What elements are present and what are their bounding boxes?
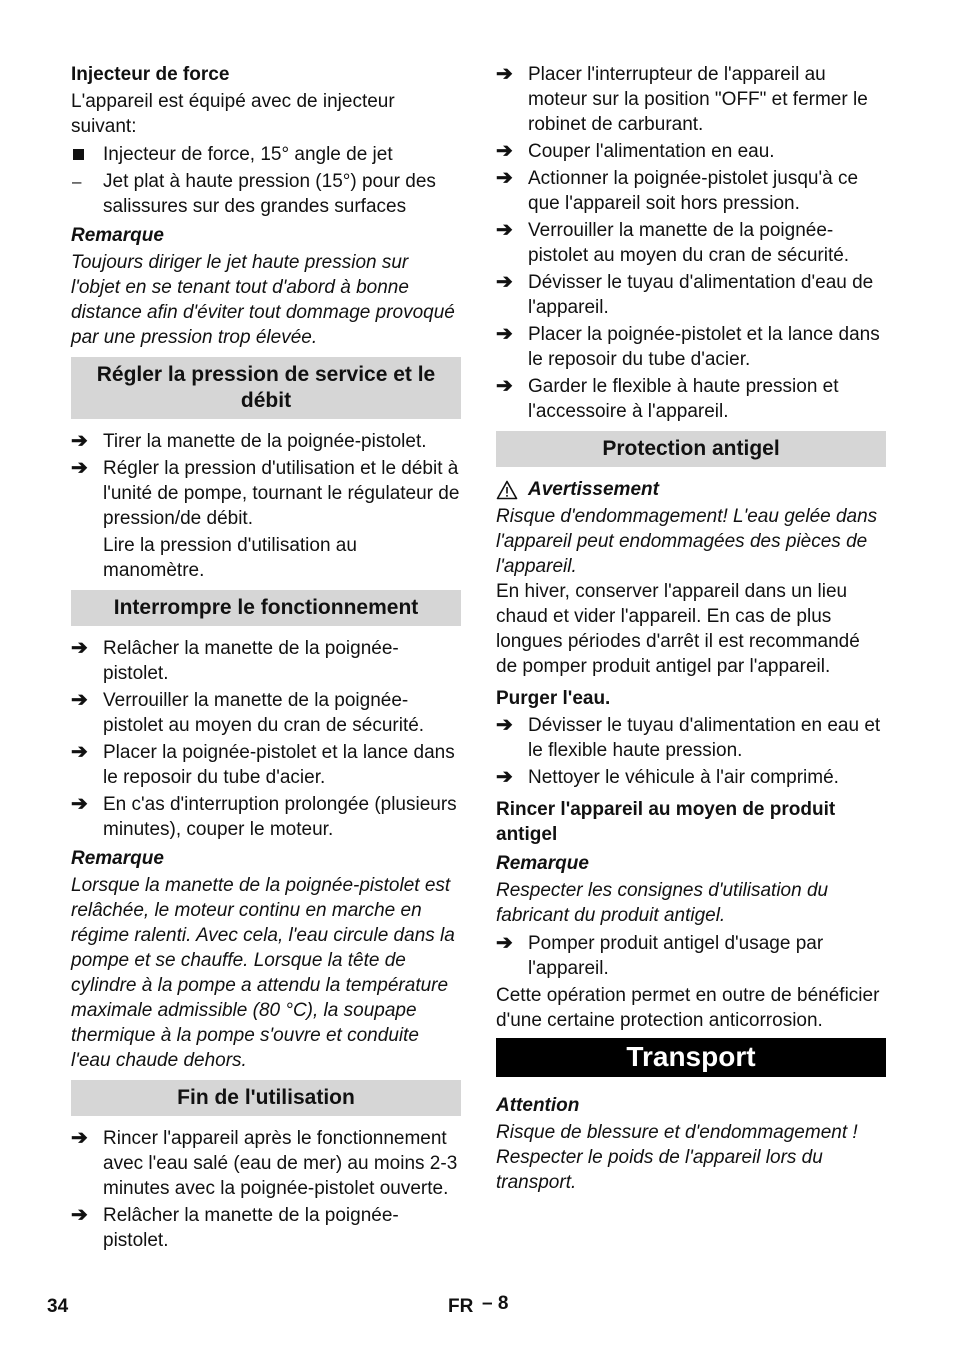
left-column [71, 62, 461, 1255]
injecteur-heading: Injecteur de force [71, 64, 230, 85]
right-column [496, 62, 886, 1198]
list-item-text: Garder le flexible à haute pression et l'accessoire à l'appareil. [528, 376, 839, 422]
arrow-icon: ➔ [71, 1204, 88, 1226]
footer-lang: FR [448, 1296, 474, 1317]
arrow-icon: ➔ [71, 637, 88, 659]
list-item-text: Tirer la manette de la poignée-pistolet. [103, 431, 427, 452]
arrow-icon: ➔ [71, 793, 88, 815]
arrow-icon: ➔ [71, 689, 88, 711]
remark-text: Respecter les consignes d'utilisation du fabricant du produit antigel. [496, 880, 829, 926]
rincer-after-text: Cette opération permet en outre de bénéficier d'une certaine protection anticorrosion. [496, 985, 880, 1031]
list-item-text: Dévisser le tuyau d'alimentation d'eau de l'appareil. [528, 272, 874, 318]
list-item-text: En c'as d'interruption prolongée (plusieurs minutes), couper le moteur. [103, 794, 457, 840]
dash-bullet-icon: – [72, 172, 82, 191]
list-item-text: Actionner la poignée-pistolet jusqu'à ce que l'appareil soit hors pression. [528, 168, 859, 214]
section-heading: Interrompre le fonctionnement [71, 590, 461, 626]
winter-text: En hiver, conserver l'appareil dans un lieu chaud et vider l'appareil. En cas de plus longues périodes d'arrêt il est recommandé de pomper produit antigel par l'appareil. [496, 581, 860, 677]
remark-label: Remarque [71, 848, 164, 869]
page-number: 34 [47, 1296, 69, 1317]
section-heading: Fin de l'utilisation [71, 1080, 461, 1116]
list-item [71, 456, 461, 531]
list-item [496, 374, 886, 424]
list-item-text: Dévisser le tuyau d'alimentation en eau et le flexible haute pression. [528, 715, 881, 761]
warning-text: Risque d'endommagement! L'eau gelée dans l'appareil peut endommagées des pièces de l'appareil. [496, 506, 878, 577]
section-heading: Protection antigel [496, 431, 886, 467]
list-item [496, 322, 886, 372]
list-item [496, 931, 886, 981]
section-heading: Régler la pression de service et le débit [71, 357, 461, 419]
attention-label: Attention [496, 1095, 580, 1116]
injecteur-text: L'appareil est équipé avec de injecteur suivant: [71, 91, 395, 137]
list-item-text: Placer l'interrupteur de l'appareil au moteur sur la position "OFF" et fermer le robinet de carburant. [528, 64, 868, 135]
footer-subpage: – 8 [482, 1293, 509, 1314]
list-item [496, 139, 886, 164]
list-item [71, 636, 461, 686]
list-item-text: Rincer l'appareil après le fonctionnement avec l'eau salé (eau de mer) au moins 2-3 minutes avec la poignée-pistolet ouverte. [103, 1128, 458, 1199]
list-item-text: Pomper produit antigel d'usage par l'appareil. [528, 933, 824, 979]
list-item-text: Verrouiller la manette de la poignée-pistolet au moyen du cran de sécurité. [528, 220, 850, 266]
list-item [496, 765, 886, 790]
arrow-icon: ➔ [71, 1127, 88, 1149]
square-bullet-icon [73, 149, 84, 160]
arrow-icon: ➔ [496, 271, 513, 293]
arrow-icon: ➔ [496, 714, 513, 736]
list-item-text: Placer la poignée-pistolet et la lance dans le reposoir du tube d'acier. [103, 742, 455, 788]
continuation-text: Lire la pression d'utilisation au manomètre. [103, 535, 357, 581]
list-item [71, 142, 461, 167]
arrow-icon: ➔ [496, 140, 513, 162]
list-item-text: Nettoyer le véhicule à l'air comprimé. [528, 767, 839, 788]
warning-row [496, 477, 886, 502]
remark-label: Remarque [71, 225, 164, 246]
list-item [496, 62, 886, 137]
list-item [496, 166, 886, 216]
arrow-icon: ➔ [71, 430, 88, 452]
list-item-text: Injecteur de force, 15° angle de jet [103, 144, 393, 165]
arrow-icon: ➔ [496, 766, 513, 788]
list-item [496, 713, 886, 763]
arrow-icon: ➔ [496, 219, 513, 241]
list-item [71, 740, 461, 790]
list-item [496, 218, 886, 268]
arrow-icon: ➔ [71, 741, 88, 763]
arrow-icon: ➔ [496, 63, 513, 85]
purger-heading: Purger l'eau. [496, 688, 611, 709]
list-item-text: Jet plat à haute pression (15°) pour des salissures sur des grandes surfaces [103, 171, 436, 217]
arrow-icon: ➔ [496, 375, 513, 397]
arrow-icon: ➔ [496, 932, 513, 954]
list-item [71, 1203, 461, 1253]
remark-label: Remarque [496, 853, 589, 874]
arrow-icon: ➔ [71, 457, 88, 479]
list-item [71, 1126, 461, 1201]
list-item-text: Placer la poignée-pistolet et la lance dans le reposoir du tube d'acier. [528, 324, 880, 370]
warning-triangle-icon [496, 480, 518, 500]
remark-text: Lorsque la manette de la poignée-pistolet est relâchée, le moteur continu en marche en régime ralenti. Avec cela, l'eau circule dans la pompe et se chauffe. Lorsque la tête de cylindre à la pompe a attendu la température maximale admissible (80 °C), la soupape thermique à la pompe s'ouvre et conduite l'eau chaude dehors. [71, 875, 455, 1071]
remark-text: Toujours diriger le jet haute pression sur l'objet en se tenant tout d'abord à bonne distance afin d'éviter tout dommage provoqué par une pression trop élevée. [71, 252, 455, 348]
list-item-text: Relâcher la manette de la poignée-pistolet. [103, 1205, 399, 1251]
list-item [71, 688, 461, 738]
list-item-text: Relâcher la manette de la poignée-pistolet. [103, 638, 399, 684]
list-item-text: Couper l'alimentation en eau. [528, 141, 775, 162]
warning-label: Avertissement [528, 479, 659, 500]
arrow-icon: ➔ [496, 323, 513, 345]
transport-heading: Transport [496, 1038, 886, 1077]
list-item [71, 792, 461, 842]
list-item-text: Régler la pression d'utilisation et le débit à l'unité de pompe, tournant le régulateur de pression/de débit. [103, 458, 460, 529]
list-item [71, 429, 461, 454]
arrow-icon: ➔ [496, 167, 513, 189]
attention-text: Risque de blessure et d'endommagement ! Respecter le poids de l'appareil lors du transport. [496, 1122, 858, 1193]
rincer-heading: Rincer l'appareil au moyen de produit antigel [496, 799, 836, 845]
list-item [71, 169, 461, 219]
list-item-text: Verrouiller la manette de la poignée-pistolet au moyen du cran de sécurité. [103, 690, 425, 736]
list-item [496, 270, 886, 320]
